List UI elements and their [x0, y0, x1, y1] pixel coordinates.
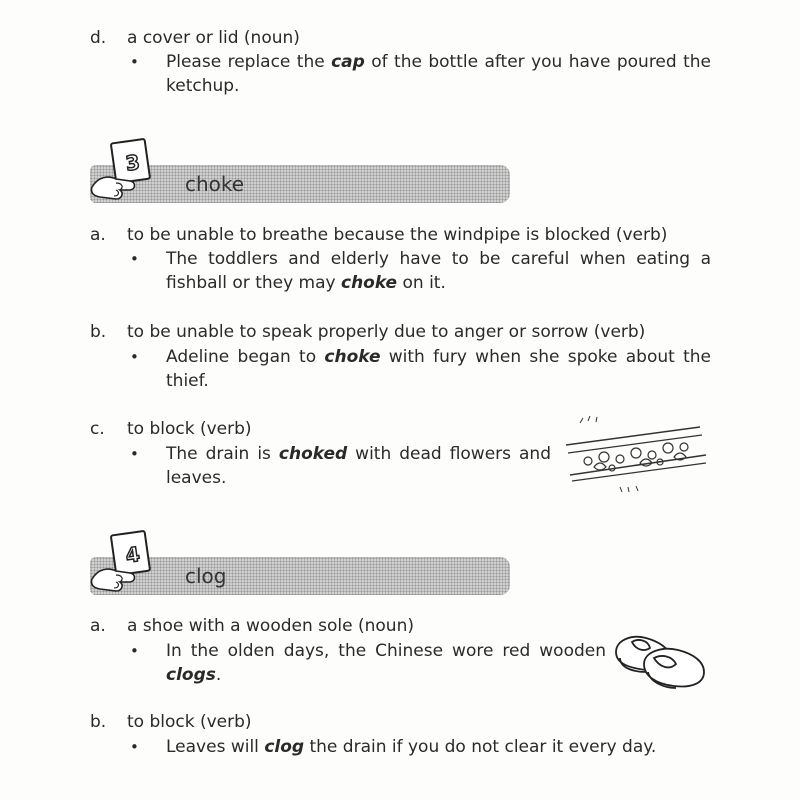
- item-letter: c.: [90, 419, 105, 439]
- sentence-text: on it.: [397, 273, 446, 293]
- sentence-text: with fury when she spoke about the thief.: [166, 347, 711, 391]
- hand-holding-number-card-icon: [86, 135, 166, 210]
- example-sentence: [166, 50, 711, 98]
- bullet-icon: •: [130, 53, 139, 71]
- sentence-text: The toddlers and elderly have to be careful when eating a fishball or they may: [166, 249, 711, 293]
- definition: to block (verb): [127, 419, 252, 439]
- sentence-text: of the bottle after you have poured the ketchup.: [166, 52, 711, 96]
- headword: clog: [185, 564, 227, 588]
- example-sentence: [166, 345, 711, 393]
- sentence-text: The drain is: [166, 444, 279, 464]
- definition: to block (verb): [127, 712, 252, 732]
- bullet-icon: •: [130, 738, 139, 756]
- highlighted-word: clogs: [166, 665, 216, 685]
- item-letter: d.: [90, 28, 107, 48]
- definition: a cover or lid (noun): [127, 28, 300, 48]
- example-sentence: [166, 735, 726, 759]
- bullet-icon: •: [130, 348, 139, 366]
- sentence-text: Adeline began to: [166, 347, 325, 367]
- item-letter: b.: [90, 712, 107, 732]
- sentence-text: Leaves will: [166, 737, 265, 757]
- headword: choke: [185, 172, 245, 196]
- highlighted-word: choke: [341, 273, 398, 293]
- item-letter: a.: [90, 225, 106, 245]
- example-sentence: [166, 247, 711, 295]
- bullet-icon: •: [130, 642, 139, 660]
- entry-number: 3: [124, 149, 142, 176]
- entry-number: 4: [124, 541, 142, 568]
- highlighted-word: clog: [264, 737, 305, 757]
- highlighted-word: choke: [324, 347, 381, 367]
- highlighted-word: choked: [278, 444, 348, 464]
- highlighted-word: cap: [331, 52, 365, 72]
- item-letter: a.: [90, 616, 106, 636]
- sentence-text: In the olden days, the Chinese wore red wooden: [166, 641, 606, 661]
- sentence-text: with dead flowers and leaves.: [166, 444, 551, 488]
- bullet-icon: •: [130, 250, 139, 268]
- item-letter: b.: [90, 322, 107, 342]
- example-sentence: [166, 639, 606, 687]
- bullet-icon: •: [130, 445, 139, 463]
- sentence-text: Please replace the: [166, 52, 332, 72]
- definition: to be unable to speak properly due to anger or sorrow (verb): [127, 322, 646, 342]
- sentence-text: .: [215, 665, 222, 685]
- definition: to be unable to breathe because the windpipe is blocked (verb): [127, 225, 668, 245]
- wooden-clogs-illustration: [610, 628, 710, 694]
- definition: a shoe with a wooden sole (noun): [127, 616, 414, 636]
- sentence-text: the drain if you do not clear it every day.: [304, 737, 657, 757]
- clogged-drain-illustration: [560, 415, 710, 493]
- example-sentence: [166, 442, 551, 490]
- hand-holding-number-card-icon: [86, 527, 166, 602]
